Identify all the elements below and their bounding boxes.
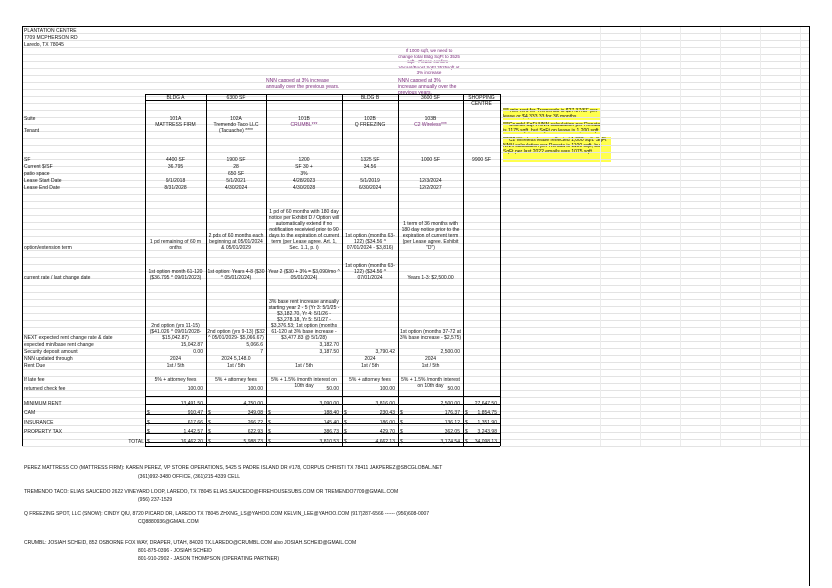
check-cell: 100.00 <box>187 386 203 392</box>
cam-cell: 176.37 <box>444 410 460 416</box>
sf-cell: 1900 SF <box>226 157 246 163</box>
grid-line <box>22 33 810 34</box>
building-header: 6300 SF <box>226 95 246 101</box>
grid-line <box>760 26 761 446</box>
grid-line <box>22 138 810 139</box>
contact-line: 801-910-2902 - JASON THOMPSON (OPERATING PARTNER) <box>138 556 280 562</box>
ins-cell: 145.40 <box>323 420 339 426</box>
end-cell: 4/30/2028 <box>292 185 316 191</box>
row-label-sf: SF <box>24 157 31 163</box>
row-label-min: MINIMUM RENT <box>24 401 62 407</box>
section-line <box>145 446 500 447</box>
ins-cell: 266.72 <box>247 420 263 426</box>
due-cell: 1st / 5th <box>295 363 313 369</box>
column-line <box>500 94 501 446</box>
row-label-deposit: Security deposit amount <box>24 349 78 355</box>
row-label-cam: CAM <box>24 410 36 416</box>
grid-line <box>720 26 721 446</box>
contact-line: Q FREEZING SPOT, LLC (SNOW): CINDY QIU, 8720 PICARD DR, LAREDO TX 78045 ZHXNG_LS@YAHOO.COM KELVIN_LEE@YAHOO.COM (917)287-6566 ------ (956)608-0007 <box>24 511 430 517</box>
dollar-sign: $ <box>268 420 271 426</box>
start-cell: 5/1/2019 <box>360 178 380 184</box>
row-label-nnnupd: NNN updated through <box>24 356 73 362</box>
nnn-cap-note-2: NNN capped at 3% increase annually over the previous years. <box>398 78 457 96</box>
suite-cell: 103B <box>424 116 437 122</box>
row-label-current: current rate / last change date <box>24 275 91 281</box>
suite-cell: 101B <box>298 116 310 122</box>
patio-cell: 3% <box>300 171 308 177</box>
deposit-cell: 0.00 <box>193 349 203 355</box>
check-cell: 100.00 <box>379 386 395 392</box>
grid-line <box>22 397 810 398</box>
contact-line: CRUMBL: JOSIAH SCHEID, 852 OSBORNE FOX WAY, DRAPER, UTAH, 84020 TX.LAREDO@CRUMBL.COM also JOSIAH.SCHEID@GMAIL.COM <box>24 540 357 546</box>
min-cell: 13,491.50 <box>180 401 203 407</box>
due-cell: 1st / 5th <box>166 363 185 369</box>
start-cell: 12/3/2024 <box>419 178 442 184</box>
nnnupd-cell: 2024 <box>169 356 182 362</box>
next-cell: 3% base rent increase annually starting year 2 - 5 (Yr 3: 5/1/25 - $3,182.70, Yr 4: 5/1/26 - $3,278.18, Yr 5: 5/1/27 - $3,376.53; 1st option (months 61-120 at 3% base increase - $3,477.83 @ 5/1/28) <box>268 299 340 341</box>
row-label-tenant: Tenant <box>24 128 40 134</box>
due-cell: 1st / 5th <box>361 363 379 369</box>
row-label-tax: PROPERTY TAX <box>24 429 62 435</box>
tenant-cell: C2 Wireless*** <box>414 122 447 128</box>
dollar-sign: $ <box>147 420 150 426</box>
due-cell: 1st / 5th <box>227 363 245 369</box>
option-cell: 1 pd of 60 months with 180 day notice per Exhibit D / Option will automatically extend if no notification receivied prior to 90 days to the expiration of current term (per Lease agree. Art. 1, Sec. 1.1, p. i) <box>268 209 340 251</box>
row-label-check: returned check fee <box>24 386 66 392</box>
current-cell: 1st option (months 63- 122) ($34.56 ^ 07/01/2024 <box>345 263 395 281</box>
dollar-sign: $ <box>465 439 468 445</box>
late-cell: 5% + 1.5% /month interest on 10th day <box>271 377 337 389</box>
dollar-sign: $ <box>208 410 211 416</box>
grid-line <box>22 145 810 146</box>
dollar-sign: $ <box>147 429 150 435</box>
deposit-cell: 7 <box>260 349 263 355</box>
sf-cell: 1200 <box>298 157 310 163</box>
contact-line: (361)992-3480 OFFICE, (361)215-4339 CELL <box>138 474 241 480</box>
row-label-option: option/extension term <box>24 245 72 251</box>
due-cell: 1st / 5th <box>421 363 440 369</box>
grid-line <box>22 131 810 132</box>
tenant-cell: CRUMBL*** <box>290 122 318 128</box>
grid-line <box>22 103 810 104</box>
option-cell: 1st option (months 63- 122) ($34.56 ^ 07/01/2024 - $3,816) <box>345 233 395 251</box>
building-header: BLDG B <box>360 95 380 101</box>
start-cell: 5/1/2021 <box>226 178 246 184</box>
tax-cell: 429.70 <box>379 429 395 435</box>
deposit-cell: 2,500.00 <box>440 349 460 355</box>
end-cell: 12/2/2027 <box>419 185 442 191</box>
dollar-sign: $ <box>465 429 468 435</box>
total-cell: 3,810.53 <box>319 439 339 445</box>
total-cell: 34,098.13 <box>474 439 497 445</box>
grid-line <box>22 110 810 111</box>
dollar-sign: $ <box>344 439 347 445</box>
building-header: BLDG A <box>166 95 185 101</box>
option-cell: 1 pd remaining of 60 m onths <box>149 239 202 251</box>
grid-line <box>22 313 810 314</box>
grid-line <box>22 47 810 48</box>
dollar-sign: $ <box>208 420 211 426</box>
late-cell: 5% + attorney fees <box>349 377 391 383</box>
sf-cell: 1325 SF <box>360 157 380 163</box>
next-cell: 2nd option (yrs 11-15) ($41.026 ^ 09/01/2028- $15,042.87) <box>149 323 202 341</box>
grid-line <box>22 299 810 300</box>
grid-line <box>22 54 810 55</box>
ins-cell: 136.12 <box>444 420 460 426</box>
current-cell: 1st option month 61-120 ($36.795 ^ 09/01/2023) <box>148 269 203 281</box>
address-line-3: Laredo, TX 78045 <box>24 42 64 48</box>
sf-cell: 1000 SF <box>421 157 440 163</box>
row-label-ins: INSURANCE <box>24 420 54 426</box>
dollar-sign: $ <box>400 420 403 426</box>
cam-cell: 188.40 <box>323 410 339 416</box>
row-label-cur: Current $/SF <box>24 164 53 170</box>
border-top <box>22 26 810 27</box>
dollar-sign: $ <box>208 429 211 435</box>
grid-line <box>22 194 810 195</box>
expected-cell: 5,066.6 <box>246 342 263 348</box>
section-line <box>145 396 500 397</box>
border-right <box>809 26 810 586</box>
current-cell: Years 1-3: $2,500.00 <box>407 275 454 281</box>
end-cell: 8/31/2028 <box>164 185 187 191</box>
row-label-total: TOTAL <box>128 439 144 445</box>
grid-line <box>640 26 641 446</box>
total-cell: 3,174.54 <box>440 439 460 445</box>
grid-line <box>22 89 810 90</box>
total-cell: 4,662.13 <box>375 439 395 445</box>
tax-cell: 3,243.98 <box>477 429 497 435</box>
next-cell <box>343 318 397 341</box>
dollar-sign: $ <box>465 420 468 426</box>
border-left <box>22 26 23 446</box>
suite-cell: 102B <box>364 116 376 122</box>
row-label-next: NEXT expected rent change rate & date <box>24 335 113 341</box>
end-cell: 6/30/2024 <box>358 185 382 191</box>
dollar-sign: $ <box>344 429 347 435</box>
suite-cell: 101A <box>169 116 182 122</box>
next-cell <box>464 318 499 341</box>
suite-cell: 102A <box>230 116 242 122</box>
tenant-cell: MATTRESS FIRM <box>155 122 196 128</box>
tax-cell: 1,442.57 <box>183 429 203 435</box>
building-header: 3600 SF <box>421 95 440 101</box>
cur-cell: 34.56 <box>363 164 377 170</box>
late-cell: 5% + 1.5% /month interest on 10th day <box>401 377 460 389</box>
contact-line: CQ8880936@GMAIL.COM <box>138 519 199 525</box>
grid-line <box>22 285 810 286</box>
late-cell: 5% + attorney fees <box>215 377 257 383</box>
nnn-cap-note: NNN capped at 3% increase annually over the previous years. <box>266 78 340 90</box>
grid-line <box>22 418 810 419</box>
current-cell: 1st option: Years 4-8 ($30 ^ 05/01/2024) <box>207 269 265 281</box>
tax-cell: 622.93 <box>247 429 263 435</box>
row-label-expected: expected min/base rent change <box>24 342 94 348</box>
min-cell: 2,500.00 <box>440 401 460 407</box>
grid-line <box>22 292 810 293</box>
grid-line <box>22 341 810 342</box>
building-header: SHOPPING CENTRE <box>468 95 495 107</box>
check-cell: 50.00 <box>447 386 460 392</box>
dollar-sign: $ <box>268 439 271 445</box>
dollar-sign: $ <box>400 410 403 416</box>
ins-cell: 1,351.90 <box>477 420 497 426</box>
option-cell: 2 pds of 60 months each beginning at 05/01/2024 & 05/01/2029 <box>208 233 264 251</box>
check-cell: 50.00 <box>326 386 339 392</box>
tax-cell: 386.73 <box>323 429 339 435</box>
end-cell: 4/30/2024 <box>224 185 248 191</box>
sf-cell: 9900 SF <box>472 157 491 163</box>
dollar-sign: $ <box>268 429 271 435</box>
contact-line: (956) 237-1529 <box>138 497 173 503</box>
next-cell: 2nd option (yrs 9-13) ($32 ^ 05/01/2029- $5,066.67) <box>207 329 265 341</box>
sf-cell: 4400 SF <box>166 157 185 163</box>
option-cell <box>464 196 499 251</box>
tenant-cell: Tremendo Taco LLC (Tacuache) **** <box>213 122 259 134</box>
grid-line <box>22 369 810 370</box>
contact-line: PEREZ MATTRESS CO (MATTRESS FIRM): KAREN PEREZ, VP STORE OPERATIONS, 5425 S PADRE ISLAND DR #178, CORPUS CHRISTI TX 78411 JAKPEREZ@SBCGLOBAL.NET <box>24 465 443 471</box>
min-cell: 3,090.00 <box>319 401 339 407</box>
row-label-end: Lease End Date <box>24 185 60 191</box>
row-label-start: Lease Start Date <box>24 178 62 184</box>
dollar-sign: $ <box>344 420 347 426</box>
deposit-cell: 3,790.42 <box>375 349 395 355</box>
deposit-cell: 3,187.50 <box>319 349 339 355</box>
total-cell: 16,462.20 <box>180 439 203 445</box>
check-cell: 100.00 <box>247 386 263 392</box>
row-label-due: Rent Due <box>24 363 46 369</box>
grid-line <box>22 68 810 69</box>
cur-cell: 36.795 <box>167 164 184 170</box>
ins-cell: 186.00 <box>379 420 395 426</box>
dollar-sign: $ <box>400 439 403 445</box>
grid-line <box>22 306 810 307</box>
dollar-sign: $ <box>268 410 271 416</box>
nnnupd-cell: 2024 5,148.0 <box>221 356 251 362</box>
grid-line <box>22 166 810 167</box>
row-label-late: If late fee <box>24 377 45 383</box>
nnnupd-cell: 2024 <box>424 356 437 362</box>
dollar-sign: $ <box>147 439 150 445</box>
patio-cell: 650 SF <box>227 171 245 177</box>
cur-cell: SF 30 + <box>295 164 313 170</box>
ins-cell: 617.66 <box>187 420 203 426</box>
tenant-cell: Q FREEZING <box>354 122 386 128</box>
min-cell: 4,750.00 <box>243 401 263 407</box>
grid-line <box>22 75 810 76</box>
grid-line <box>22 61 810 62</box>
grid-line <box>22 40 810 41</box>
cam-cell: 349.08 <box>247 410 263 416</box>
crumbl-note: ***Crumbl SqFt NNN calculation per Renata is 1175 sqft, but SqFt on lease is 1,200 sqft <box>503 122 601 134</box>
start-cell: 9/1/2018 <box>165 178 186 184</box>
min-cell: 3,816.00 <box>375 401 395 407</box>
dollar-sign: $ <box>465 410 468 416</box>
row-label-patio: patio space <box>24 171 50 177</box>
option-cell: 1 term of 36 months with 180 day notice prior to the expiration of current term (per Lease agree. Exhibit "D") <box>401 221 460 251</box>
sqft-note: If 1000 sqft, we need to change total Bldg SqFt to 3525 sqft - Please confirm - Vacant/Boost SqFt 3525sqft at 3% increase <box>398 48 460 75</box>
c2-note: ***C2 Wireless lease reflected 1,000 sqft. SqFt NNN calculation per Renata is 1100 sqft, but SqFt per last 2022 emails was 1075 sqft <box>503 137 611 162</box>
grid-line <box>22 152 810 153</box>
expected-cell: 15,042.87 <box>180 342 203 348</box>
expected-cell: 3,182.70 <box>319 342 339 348</box>
grid-line <box>800 26 801 446</box>
cam-cell: 230.43 <box>379 410 395 416</box>
dollar-sign: $ <box>147 410 150 416</box>
tremendo-note: *** min rent for Tremendo is $27.37/SF per lease or $4,333.33 for 36 months <box>503 108 601 120</box>
cam-cell: 1,854.75 <box>477 410 497 416</box>
next-cell: 1st option (months 37-72 at 3% base increase - $2,575) <box>399 329 462 341</box>
address-line-2: 7709 MCPHERSON RD <box>24 35 78 41</box>
cam-cell: 910.47 <box>187 410 203 416</box>
grid-line <box>600 26 601 446</box>
min-cell: 27,647.50 <box>474 401 497 407</box>
grid-line <box>22 173 810 174</box>
grid-line <box>680 26 681 446</box>
tax-cell: 362.05 <box>444 429 460 435</box>
dollar-sign: $ <box>208 439 211 445</box>
total-cell: 5,988.73 <box>243 439 263 445</box>
current-cell <box>464 258 499 281</box>
grid-line <box>22 82 810 83</box>
late-cell: 5% + attorney fees <box>154 377 197 383</box>
contact-line: 801-875-0396 - JOSIAH SCHEID <box>138 548 212 554</box>
cur-cell: 28 <box>233 164 239 170</box>
dollar-sign: $ <box>400 429 403 435</box>
address-line-1: PLANTATION CENTRE <box>24 28 77 34</box>
row-label-suite: Suite <box>24 116 36 122</box>
contact-line: TREMENDO TACO: ELIAS SAUCEDO 2622 VINEYARD LOOP, LAREDO, TX 78045 ELIAS.SAUCEDO@FIREHOUSESUBS.COM OR TREMENDO7709@GMAIL.COM <box>24 489 399 495</box>
nnnupd-cell: 2024 <box>364 356 376 362</box>
current-cell: Year 2 ($30 + 3% = $3,090/mo ^ 05/01/2024) <box>268 269 340 281</box>
dollar-sign: $ <box>344 410 347 416</box>
start-cell: 4/28/2023 <box>292 178 316 184</box>
